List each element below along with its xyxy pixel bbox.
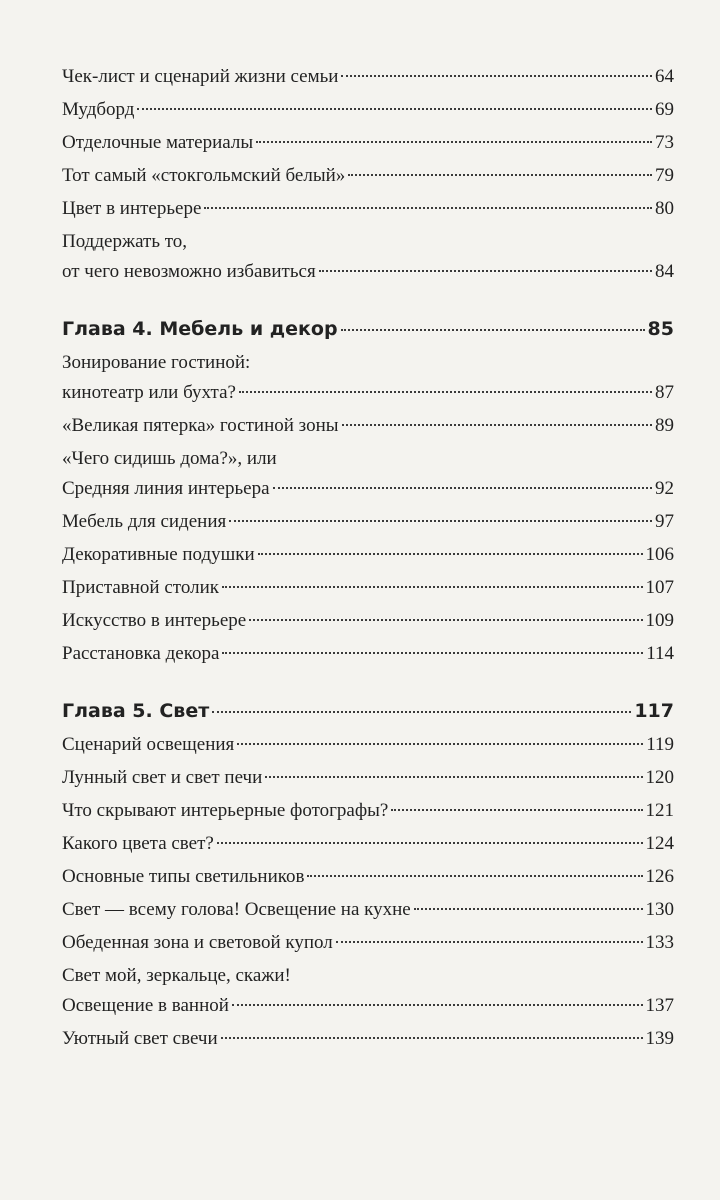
toc-entry-row [62, 862, 674, 892]
entry-title: от чего невозможно избавиться [62, 261, 316, 282]
toc-entry-row [62, 730, 674, 760]
toc-entry[interactable] [62, 411, 674, 441]
toc-entry[interactable] [62, 796, 674, 826]
toc-entry[interactable] [62, 895, 674, 925]
dot-leader [212, 711, 631, 713]
toc-entry[interactable] [62, 862, 674, 892]
entry-page-number: 80 [655, 198, 674, 219]
entry-page-number: 120 [645, 767, 674, 788]
dot-leader [273, 487, 653, 489]
toc-entry[interactable] [62, 1024, 674, 1054]
entry-page-number: 119 [646, 734, 674, 755]
toc-entry[interactable] [62, 161, 674, 191]
entry-page-number: 64 [655, 66, 674, 87]
toc-entry[interactable] [62, 639, 674, 669]
toc-entry-row [62, 474, 674, 504]
entry-page-number: 137 [645, 995, 674, 1016]
entry-page-number: 84 [655, 261, 674, 282]
toc-entry-row [62, 895, 674, 925]
dot-leader [239, 391, 652, 393]
toc-entry-row [62, 62, 674, 92]
dot-leader [237, 743, 643, 745]
entry-title-line: «Чего сидишь дома?», или [62, 448, 277, 469]
chapter-page-number: 117 [634, 700, 674, 722]
toc-entry[interactable] [62, 928, 674, 958]
toc-entry-row [62, 829, 674, 859]
toc-entry-row [62, 763, 674, 793]
toc-entry[interactable] [62, 128, 674, 158]
dot-leader [204, 207, 652, 209]
toc-entry-row [62, 411, 674, 441]
entry-page-number: 114 [646, 643, 674, 664]
dot-leader [137, 108, 652, 110]
dot-leader [336, 941, 643, 943]
entry-page-number: 130 [645, 899, 674, 920]
entry-title: «Великая пятерка» гостиной зоны [62, 415, 339, 436]
toc-entry[interactable] [62, 444, 674, 504]
entry-page-number: 69 [655, 99, 674, 120]
toc-entry-row [62, 796, 674, 826]
dot-leader [391, 809, 642, 811]
entry-page-number: 79 [655, 165, 674, 186]
entry-page-number: 89 [655, 415, 674, 436]
entry-title: Искусство в интерьере [62, 610, 247, 631]
entry-title-line: Поддержать то, [62, 231, 188, 252]
toc-entry[interactable] [62, 763, 674, 793]
entry-title: Уютный свет свечи [62, 1028, 218, 1049]
entry-page-number: 109 [645, 610, 674, 631]
toc-entry-row [62, 194, 674, 224]
toc-entry-row [62, 161, 674, 191]
toc-entry-row [62, 507, 674, 537]
entry-title: Тот самый «стокгольмский белый» [62, 165, 346, 186]
entry-page-number: 92 [655, 478, 674, 499]
toc-entry-row [62, 991, 674, 1021]
dot-leader [229, 520, 652, 522]
entry-title: Цвет в интерьере [62, 198, 202, 219]
toc-entry-row [62, 1024, 674, 1054]
dot-leader [232, 1004, 643, 1006]
entry-page-number: 106 [645, 544, 674, 565]
toc-entry-row [62, 639, 674, 669]
entry-title: Основные типы светильников [62, 866, 305, 887]
toc-entry[interactable] [62, 730, 674, 760]
table-of-contents [62, 62, 674, 1057]
toc-entry-row [62, 540, 674, 570]
toc-entry-row [62, 573, 674, 603]
entry-title: Обеденная зона и световой купол [62, 932, 333, 953]
entry-title: Что скрывают интерьерные фотографы? [62, 800, 389, 821]
dot-leader [307, 875, 642, 877]
toc-entry[interactable] [62, 507, 674, 537]
entry-page-number: 73 [655, 132, 674, 153]
dot-leader [341, 329, 645, 331]
entry-page-number: 139 [645, 1028, 674, 1049]
entry-title-line: Свет мой, зеркальце, скажи! [62, 965, 291, 986]
entry-page-number: 107 [645, 577, 674, 598]
toc-entry-row [62, 378, 674, 408]
entry-title: Освещение в ванной [62, 995, 229, 1016]
toc-entry[interactable] [62, 348, 674, 408]
toc-entry-row [62, 257, 674, 287]
entry-page-number: 133 [645, 932, 674, 953]
dot-leader [258, 553, 643, 555]
entry-page-number: 97 [655, 511, 674, 532]
entry-title: Мебель для сидения [62, 511, 227, 532]
dot-leader [341, 75, 652, 77]
entry-title: кинотеатр или бухта? [62, 382, 236, 403]
toc-entry[interactable] [62, 606, 674, 636]
toc-entry[interactable] [62, 961, 674, 1021]
dot-leader [256, 141, 652, 143]
dot-leader [217, 842, 643, 844]
chapter-title: Глава 5. Свет [62, 700, 210, 722]
entry-title: Чек-лист и сценарий жизни семьи [62, 66, 339, 87]
entry-title: Какого цвета свет? [62, 833, 214, 854]
chapter-heading[interactable] [62, 314, 674, 344]
dot-leader [221, 1037, 643, 1039]
toc-entry[interactable] [62, 95, 674, 125]
entry-title: Приставной столик [62, 577, 219, 598]
dot-leader [414, 908, 643, 910]
entry-title: Средняя линия интерьера [62, 478, 270, 499]
dot-leader [319, 270, 652, 272]
dot-leader [342, 424, 652, 426]
toc-entry[interactable] [62, 194, 674, 224]
toc-entry-row [62, 928, 674, 958]
entry-title: Мудборд [62, 99, 135, 120]
dot-leader [348, 174, 652, 176]
toc-entry[interactable] [62, 227, 674, 287]
entry-page-number: 121 [645, 800, 674, 821]
toc-entry[interactable] [62, 62, 674, 92]
toc-entry[interactable] [62, 540, 674, 570]
section-spacer [62, 290, 674, 314]
dot-leader [249, 619, 642, 621]
toc-entry[interactable] [62, 829, 674, 859]
toc-entry-row [62, 606, 674, 636]
dot-leader [265, 776, 642, 778]
toc-entry-row [62, 95, 674, 125]
dot-leader [222, 586, 643, 588]
entry-title-line: Зонирование гостиной: [62, 352, 251, 373]
entry-title: Декоративные подушки [62, 544, 255, 565]
toc-entry[interactable] [62, 573, 674, 603]
entry-title: Свет — всему голова! Освещение на кухне [62, 899, 411, 920]
entry-title: Лунный свет и свет печи [62, 767, 263, 788]
chapter-page-number: 85 [647, 318, 674, 340]
entry-title: Сценарий освещения [62, 734, 235, 755]
entry-page-number: 126 [645, 866, 674, 887]
toc-entry-row [62, 128, 674, 158]
chapter-title: Глава 4. Мебель и декор [62, 318, 338, 340]
dot-leader [222, 652, 643, 654]
entry-title: Расстановка декора [62, 643, 220, 664]
entry-page-number: 87 [655, 382, 674, 403]
chapter-heading[interactable] [62, 696, 674, 726]
section-spacer [62, 672, 674, 696]
entry-page-number: 124 [645, 833, 674, 854]
entry-title: Отделочные материалы [62, 132, 254, 153]
